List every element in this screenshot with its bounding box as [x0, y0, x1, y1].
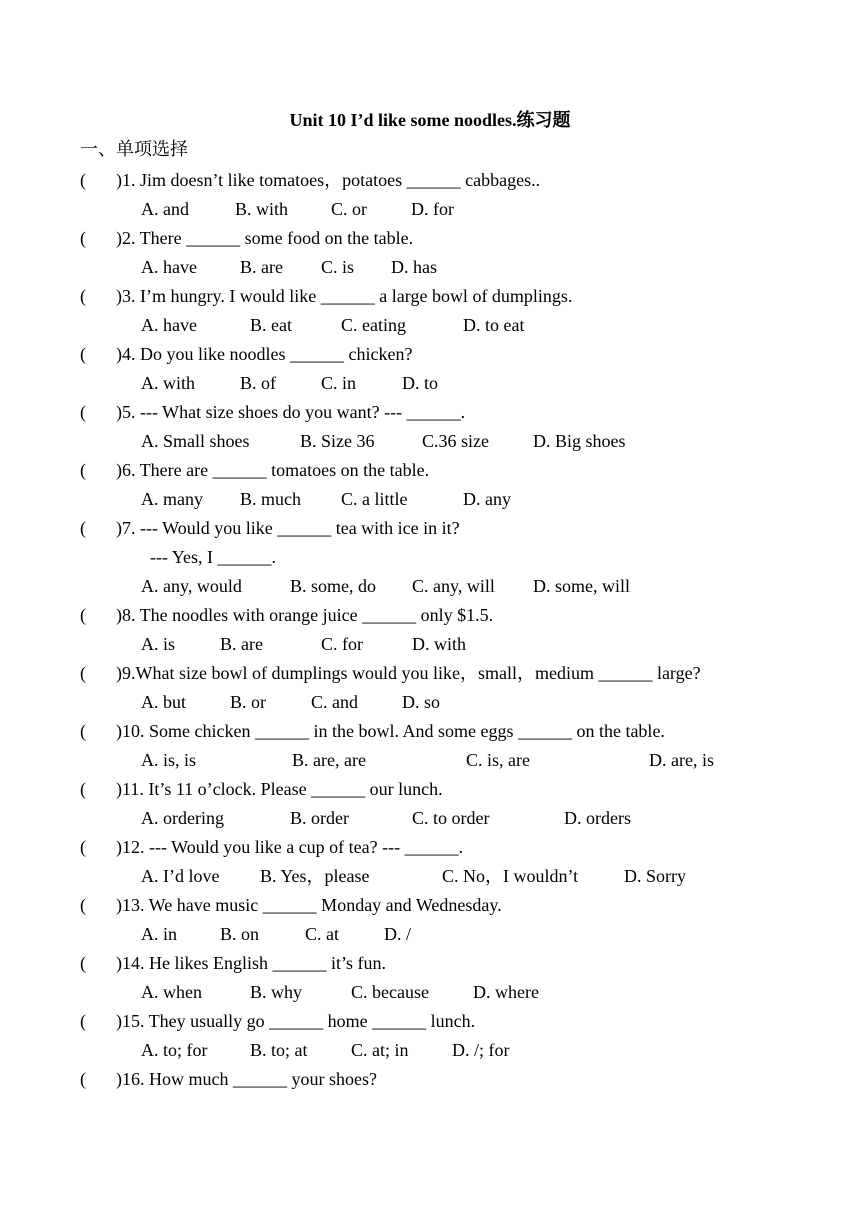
question-3: ( )3. I’m hungry. I would like ______ a large bowl of dumplings.	[80, 282, 800, 311]
question-9: ( )9.What size bowl of dumplings would you like，small，medium ______ large?	[80, 659, 800, 688]
option-c: C. at	[305, 924, 339, 944]
question-stem: 9.What size bowl of dumplings would you like，small，medium ______ large?	[122, 663, 701, 683]
options-9	[80, 688, 800, 717]
options-13	[80, 920, 800, 949]
option-d: D. so	[402, 692, 441, 712]
question-5: ( )5. --- What size shoes do you want? --- ______.	[80, 398, 800, 427]
question-6: ( )6. There are ______ tomatoes on the table.	[80, 456, 800, 485]
options-5	[80, 427, 800, 456]
question-list	[80, 166, 800, 1094]
option-d: D. some, will	[533, 576, 630, 596]
option-b: B. eat	[250, 315, 292, 335]
option-d: D. Big shoes	[533, 431, 626, 451]
options-7	[80, 572, 800, 601]
option-a: A. any, would	[141, 576, 242, 596]
options-4	[80, 369, 800, 398]
option-d: D. to eat	[463, 315, 525, 335]
question-16: ( )16. How much ______ your shoes?	[80, 1065, 800, 1094]
options-15	[80, 1036, 800, 1065]
option-a: A. many	[141, 489, 203, 509]
option-b: B. why	[250, 982, 303, 1002]
option-c: C. in	[321, 373, 357, 393]
answer-blank: (	[80, 1069, 86, 1089]
option-a: A. but	[141, 692, 186, 712]
answer-blank: (	[80, 895, 86, 915]
question-stem: 14. He likes English ______ it’s fun.	[122, 953, 386, 973]
option-d: D. Sorry	[624, 866, 686, 886]
answer-blank: (	[80, 170, 86, 190]
option-d: D. for	[411, 199, 454, 219]
option-d: D. any	[463, 489, 511, 509]
option-d: D. where	[473, 982, 539, 1002]
answer-blank: (	[80, 721, 86, 741]
option-b: B. or	[230, 692, 266, 712]
options-11	[80, 804, 800, 833]
option-b: B. are, are	[292, 750, 366, 770]
option-b: B. are	[220, 634, 263, 654]
option-a: A. ordering	[141, 808, 224, 828]
answer-blank: (	[80, 460, 86, 480]
answer-blank: (	[80, 779, 86, 799]
option-d: D. to	[402, 373, 438, 393]
option-b: B. of	[240, 373, 276, 393]
question-7: ( )7. --- Would you like ______ tea with ice in it?	[80, 514, 800, 543]
section-heading: 一、单项选择	[80, 139, 188, 159]
question-stem: 4. Do you like noodles ______ chicken?	[122, 344, 413, 364]
option-d: D. /	[384, 924, 411, 944]
question-12: ( )12. --- Would you like a cup of tea? --- ______.	[80, 833, 800, 862]
option-c: C. is	[321, 257, 355, 277]
options-2	[80, 253, 800, 282]
option-c: C. for	[321, 634, 363, 654]
option-b: B. are	[240, 257, 283, 277]
answer-blank: (	[80, 344, 86, 364]
option-a: A. is	[141, 634, 176, 654]
answer-blank: (	[80, 605, 86, 625]
question-stem: 6. There are ______ tomatoes on the table.	[122, 460, 430, 480]
option-c: C. to order	[412, 808, 490, 828]
option-c: C. and	[311, 692, 358, 712]
option-c: C. or	[331, 199, 367, 219]
question-stem: 2. There ______ some food on the table.	[122, 228, 414, 248]
options-8	[80, 630, 800, 659]
question-15: ( )15. They usually go ______ home ______ lunch.	[80, 1007, 800, 1036]
question-7-response: --- Yes, I ______.	[150, 547, 276, 567]
option-a: A. in	[141, 924, 177, 944]
option-b: B. to; at	[250, 1040, 308, 1060]
options-14	[80, 978, 800, 1007]
answer-blank: (	[80, 228, 86, 248]
option-c: C. at; in	[351, 1040, 409, 1060]
question-stem: 3. I’m hungry. I would like ______ a large bowl of dumplings.	[122, 286, 573, 306]
options-1	[80, 195, 800, 224]
option-a: A. I’d love	[141, 866, 220, 886]
option-b: B. order	[290, 808, 349, 828]
answer-blank: (	[80, 663, 86, 683]
option-d: D. orders	[564, 808, 631, 828]
option-c: C. No，I wouldn’t	[442, 866, 579, 886]
option-b: B. much	[240, 489, 301, 509]
question-2: ( )2. There ______ some food on the table.	[80, 224, 800, 253]
answer-blank: (	[80, 402, 86, 422]
question-stem: 16. How much ______ your shoes?	[122, 1069, 377, 1089]
option-d: D. with	[412, 634, 466, 654]
question-stem: 13. We have music ______ Monday and Wednesday.	[122, 895, 502, 915]
options-6	[80, 485, 800, 514]
question-stem: 7. --- Would you like ______ tea with ice in it?	[122, 518, 460, 538]
answer-blank: (	[80, 286, 86, 306]
question-13: ( )13. We have music ______ Monday and Wednesday.	[80, 891, 800, 920]
option-a: A. Small shoes	[141, 431, 250, 451]
question-stem: 15. They usually go ______ home ______ lunch.	[122, 1011, 476, 1031]
option-b: B. Yes，please	[260, 866, 370, 886]
option-c: C. eating	[341, 315, 406, 335]
option-d: D. has	[391, 257, 437, 277]
option-c: C. a little	[341, 489, 408, 509]
option-a: A. and	[141, 199, 189, 219]
worksheet-title: Unit 10 I’d like some noodles.练习题	[289, 110, 571, 130]
question-stem: 12. --- Would you like a cup of tea? --- ______.	[122, 837, 464, 857]
options-10	[80, 746, 800, 775]
option-c: C. any, will	[412, 576, 495, 596]
option-a: A. to; for	[141, 1040, 208, 1060]
answer-blank: (	[80, 518, 86, 538]
question-11: ( )11. It’s 11 o’clock. Please ______ our lunch.	[80, 775, 800, 804]
option-d: D. are, is	[649, 750, 714, 770]
question-10: ( )10. Some chicken ______ in the bowl. And some eggs ______ on the table.	[80, 717, 800, 746]
question-stem: 1. Jim doesn’t like tomatoes，potatoes ______ cabbages..	[122, 170, 541, 190]
option-a: A. have	[141, 257, 197, 277]
option-b: B. some, do	[290, 576, 377, 596]
option-a: A. with	[141, 373, 195, 393]
answer-blank: (	[80, 953, 86, 973]
question-8: ( )8. The noodles with orange juice ______ only $1.5.	[80, 601, 800, 630]
question-stem: 11. It’s 11 o’clock. Please ______ our lunch.	[122, 779, 443, 799]
option-b: B. Size 36	[300, 431, 375, 451]
option-c: C. is, are	[466, 750, 530, 770]
option-a: A. have	[141, 315, 197, 335]
question-stem: 8. The noodles with orange juice ______ only $1.5.	[122, 605, 494, 625]
options-3	[80, 311, 800, 340]
question-stem: 5. --- What size shoes do you want? --- ______.	[122, 402, 466, 422]
option-a: A. is, is	[141, 750, 197, 770]
question-1: ( )1. Jim doesn’t like tomatoes，potatoes ______ cabbages..	[80, 166, 800, 195]
option-c: C.36 size	[422, 431, 489, 451]
options-12	[80, 862, 800, 891]
answer-blank: (	[80, 837, 86, 857]
option-a: A. when	[141, 982, 202, 1002]
question-stem: 10. Some chicken ______ in the bowl. And some eggs ______ on the table.	[122, 721, 665, 741]
option-b: B. with	[235, 199, 289, 219]
option-c: C. because	[351, 982, 429, 1002]
question-14: ( )14. He likes English ______ it’s fun.	[80, 949, 800, 978]
option-d: D. /; for	[452, 1040, 510, 1060]
question-4: ( )4. Do you like noodles ______ chicken?	[80, 340, 800, 369]
answer-blank: (	[80, 1011, 86, 1031]
option-b: B. on	[220, 924, 260, 944]
